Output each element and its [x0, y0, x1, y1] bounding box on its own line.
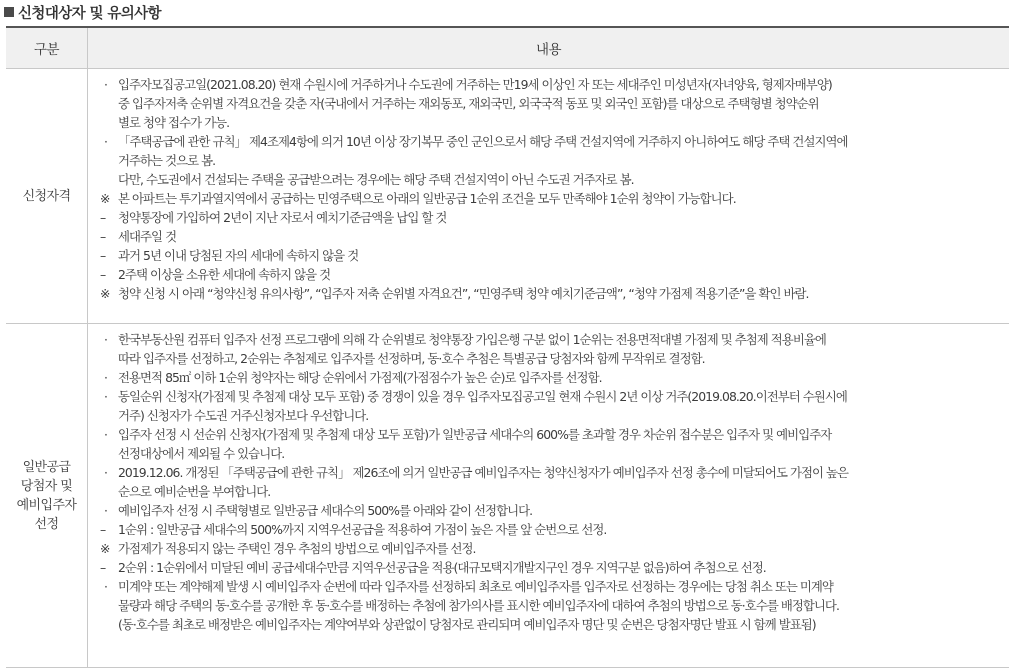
item-line: 물량과 해당 주택의 동·호수를 공개한 후 동·호수를 배정하는 추첨에 참가의사를 표시한 예비입주자에 대하여 추첨의 방법으로 동·호수를 배정합니다. [118, 598, 839, 613]
list-item [100, 463, 1001, 501]
note-marker: ※ [100, 541, 110, 556]
item-line: 청약 신청 시 아래 “청약신청 유의사항”, “입주자 저축 순위별 자격요건”, “민영주택 청약 예치기준금액”, “청약 가점제 적용기준”을 확인 바람. [118, 286, 809, 301]
item-line: 입주자모집공고일(2021.08.20) 현재 수원시에 거주하거나 수도권에 거주하는 만19세 이상인 자 또는 세대주인 미성년자(자녀양육, 형제자매부양) [118, 77, 832, 92]
section-heading [4, 1, 161, 23]
bullet-marker: · [104, 332, 107, 347]
table-row [6, 69, 1009, 324]
list-item [100, 265, 1001, 284]
list-item [100, 425, 1001, 463]
item-line: 다만, 수도권에서 건설되는 주택을 공급받으려는 경우에는 해당 주택 건설지역이 아닌 수도권 거주자로 봄. [118, 172, 634, 187]
item-line: 전용면적 85㎡ 이하 1순위 청약자는 해당 순위에서 가점제(가점점수가 높은 순)로 입주자를 선정함. [118, 370, 602, 385]
dash-marker: – [100, 229, 106, 244]
bullet-marker: · [104, 503, 107, 518]
dash-marker: – [100, 210, 106, 225]
bullet-marker: · [104, 134, 107, 149]
list-item [100, 558, 1001, 577]
item-line: 한국부동산원 컴퓨터 입주자 선정 프로그램에 의해 각 순위별로 청약통장 가입은행 구분 없이 1순위는 전용면적대별 가점제 및 추첨제 적용비율에 [118, 332, 826, 347]
item-line: 2주택 이상을 소유한 세대에 속하지 않을 것 [118, 267, 331, 282]
row-category [6, 324, 88, 667]
column-header-category: 구분 [6, 28, 88, 68]
item-line: 본 아파트는 투기과열지역에서 공급하는 민영주택으로 아래의 일반공급 1순위 조건을 모두 만족해야 1순위 청약이 가능합니다. [118, 191, 736, 206]
square-bullet-icon [4, 7, 14, 17]
row-content [88, 69, 1009, 323]
item-line: (동·호수를 최초로 배정받은 예비입주자는 계약여부와 상관없이 당첨자로 관리되며 예비입주자 명단 및 순번은 당첨자명단 발표 시 함께 발표됨) [118, 617, 816, 632]
bullet-marker: · [104, 389, 107, 404]
list-item [100, 75, 1001, 132]
list-item [100, 132, 1001, 189]
item-line: 거주하는 것으로 봄. [118, 153, 216, 168]
item-line: 2019.12.06. 개정된 「주택공급에 관한 규칙」 제26조에 의거 일반공급 예비입주자는 청약신청자가 예비입주자 선정 총수에 미달되어도 가점이 높은 [118, 465, 849, 480]
list-item [100, 539, 1001, 558]
item-line: 따라 입주자를 선정하고, 2순위는 추첨제로 입주자를 선정하며, 동·호수 추첨은 특별공급 당첨자와 함께 무작위로 결정함. [118, 351, 705, 366]
dash-marker: – [100, 267, 106, 282]
list-item [100, 501, 1001, 520]
item-line: 가점제가 적용되지 않는 주택인 경우 추첨의 방법으로 예비입주자를 선정. [118, 541, 476, 556]
bullet-marker: · [104, 77, 107, 92]
category-line: 예비입주자 [16, 497, 77, 513]
bullet-marker: · [104, 465, 107, 480]
list-item [100, 208, 1001, 227]
dash-marker: – [100, 522, 106, 537]
table-row [6, 324, 1009, 668]
list-item [100, 227, 1001, 246]
list-item [100, 368, 1001, 387]
list-item [100, 520, 1001, 539]
item-line: 거주) 신청자가 수도권 거주신청자보다 우선합니다. [118, 408, 369, 423]
category-line: 일반공급 [22, 459, 71, 475]
section-heading-text: 신청대상자 및 유의사항 [18, 5, 161, 22]
dash-marker: – [100, 560, 106, 575]
item-line: 동일순위 신청자(가점제 및 추첨제 대상 모두 포함) 중 경쟁이 있을 경우 입주자모집공고일 현재 수원시 2년 이상 거주(2019.08.20.이전부터 수원시에 [118, 389, 847, 404]
bullet-marker: · [104, 579, 107, 594]
row-content [88, 324, 1009, 667]
list-item [100, 246, 1001, 265]
bullet-marker: · [104, 370, 107, 385]
item-line: 「주택공급에 관한 규칙」 제4조제4항에 의거 10년 이상 장기복무 중인 군인으로서 해당 주택 건설지역에 거주하지 아니하여도 해당 주택 건설지역에 [118, 134, 848, 149]
table-header-row [6, 26, 1009, 69]
dash-marker: – [100, 248, 106, 263]
item-line: 과거 5년 이내 당첨된 자의 세대에 속하지 않을 것 [118, 248, 359, 263]
item-line: 세대주일 것 [118, 229, 177, 244]
bullet-marker: · [104, 427, 107, 442]
column-header-content: 내용 [535, 42, 562, 58]
list-item [100, 330, 1001, 368]
item-line: 선정대상에서 제외될 수 있습니다. [118, 446, 285, 461]
item-line: 예비입주자 선정 시 주택형별로 일반공급 세대수의 500%를 아래와 같이 선정합니다. [118, 503, 533, 518]
item-line: 미계약 또는 계약해제 발생 시 예비입주자 순번에 따라 입주자를 선정하되 최초로 예비입주자를 입주자로 선정하는 경우에는 당첨 취소 또는 미계약 [118, 579, 833, 594]
category-line: 신청자격 [22, 188, 71, 204]
category-line: 선정 [34, 516, 59, 532]
list-item [100, 577, 1001, 634]
note-marker: ※ [100, 191, 110, 206]
item-line: 입주자 선정 시 선순위 신청자(가점제 및 추첨제 대상 모두 포함)가 일반공급 세대수의 600%를 초과할 경우 차순위 접수분은 입주자 및 예비입주자 [118, 427, 832, 442]
list-item [100, 387, 1001, 425]
list-item [100, 284, 1001, 303]
item-line: 순으로 예비순번을 부여합니다. [118, 484, 271, 499]
eligibility-table [6, 26, 1009, 668]
row-category [6, 69, 88, 323]
category-line: 당첨자 및 [20, 478, 73, 494]
list-item [100, 189, 1001, 208]
item-line: 별로 청약 접수가 가능. [118, 115, 230, 130]
item-line: 2순위 : 1순위에서 미달된 예비 공급세대수만큼 지역우선공급을 적용(대규모택지개발지구인 경우 지역구분 없음)하여 추첨으로 선정. [118, 560, 766, 575]
item-line: 1순위 : 일반공급 세대수의 500%까지 지역우선공급을 적용하여 가점이 높은 자를 앞 순번으로 선정. [118, 522, 607, 537]
item-line: 청약통장에 가입하여 2년이 지난 자로서 예치기준금액을 납입 할 것 [118, 210, 447, 225]
note-marker: ※ [100, 286, 110, 301]
item-line: 중 입주자저축 순위별 자격요건을 갖춘 자(국내에서 거주하는 재외동포, 재외국민, 외국국적 동포 및 외국인 포함)를 대상으로 주택형별 청약순위 [118, 96, 819, 111]
